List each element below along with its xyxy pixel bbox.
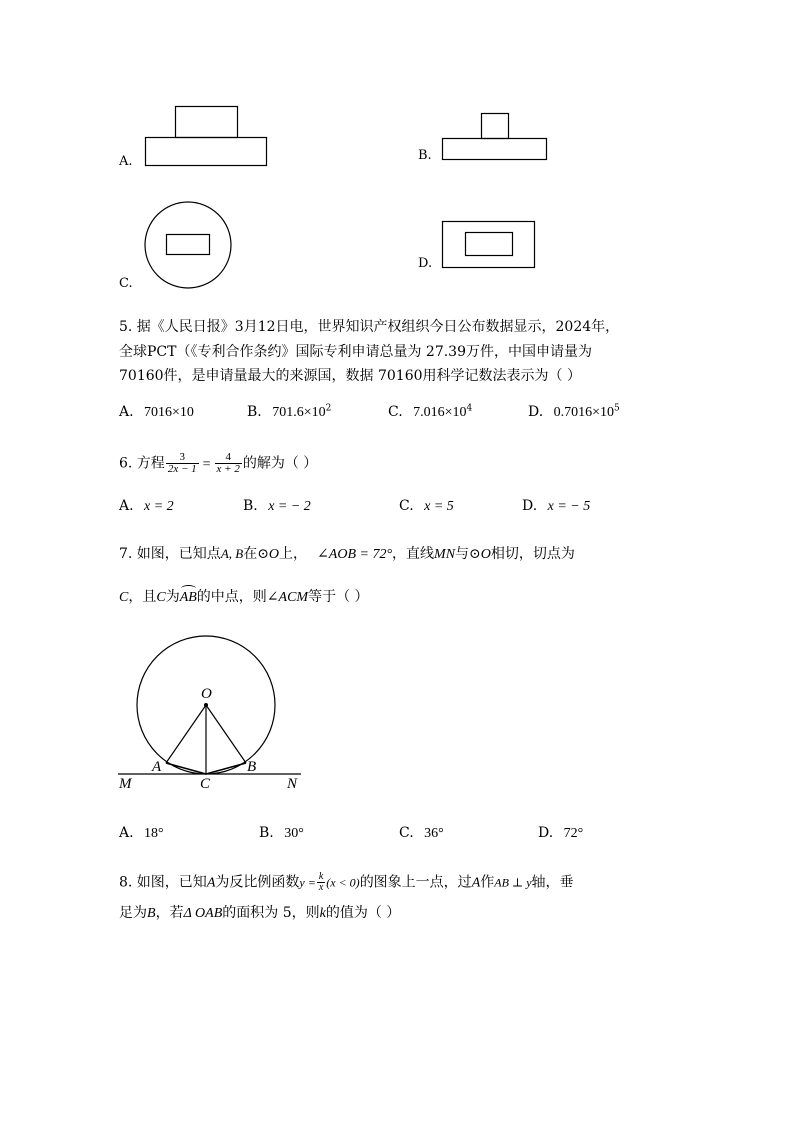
q7-circle-o: ⊙O (257, 547, 280, 562)
q8-text: 作 (480, 874, 495, 891)
q7-option-b-value: 30° (284, 826, 304, 841)
q6-option-b-value: x = − 2 (268, 499, 311, 514)
fig7-center-dot (204, 703, 208, 707)
q7-option-a-value: 18° (144, 826, 164, 841)
q8-point-a-2: A (471, 875, 481, 891)
q7-line-mn: MN (434, 547, 456, 562)
q7-option-c-label: C. (399, 825, 414, 841)
q6-lhs-numerator: 3 (166, 452, 199, 464)
q6-suffix: 的解为（ ） (242, 455, 318, 472)
q8-variable-k: k (319, 906, 326, 921)
q7-option-c-value: 36° (424, 826, 444, 841)
q6-option-c-value: x = 5 (424, 499, 454, 514)
q5-option-b-exp: 2 (325, 403, 332, 414)
fig7-segment-bc (206, 763, 246, 774)
q5-option-a-value: 7016×10 (144, 405, 194, 420)
q6-option-a-value: x = 2 (144, 499, 174, 514)
q7-text: 7. 如图，已知点 (119, 546, 221, 562)
q8-text: 足为 (119, 905, 147, 921)
q7-option-b[interactable] (259, 823, 304, 844)
q6-rhs-denominator: x + 2 (216, 463, 240, 475)
q8-text: 为反比例函数 (215, 874, 300, 891)
fig7-label-o: O (201, 686, 212, 702)
q8-text: 的值为（ ） (325, 905, 401, 921)
q5-option-c-label: C. (388, 404, 403, 420)
q7-option-b-label: B. (259, 825, 274, 841)
q7-option-d-label: D. (538, 825, 554, 841)
q7-option-a[interactable] (119, 823, 164, 844)
q8-perpendicular: AB ⊥ y (494, 875, 532, 890)
q7-text: 相切，切点为 (490, 546, 575, 562)
q5-option-d-exp: 5 (614, 403, 620, 414)
q5-option-b-label: B. (247, 404, 262, 420)
q8-numerator-k: k (318, 871, 324, 882)
fig7-segment-oa (166, 705, 206, 763)
q8-denominator-x: x (318, 882, 324, 893)
option-d-label: D. (418, 256, 433, 271)
q7-text: 为 (165, 589, 180, 605)
q7-option-d[interactable] (538, 823, 583, 844)
q5-line-3: 70160件，是申请量最大的来源国，数据 70160用科学记数法表示为（ ） (119, 368, 581, 384)
fig7-label-c: C (200, 776, 211, 792)
q5-option-c-exp: 4 (466, 403, 473, 414)
q6-equals: = (202, 456, 211, 472)
q6-prefix: 6. 方程 (119, 455, 165, 472)
q5-line-1: 5. 据《人民日报》3月12日电，世界知识产权组织今日公布数据显示，2024年， (119, 319, 620, 335)
option-c-label: C. (119, 276, 133, 291)
option-b-label: B. (418, 148, 432, 163)
q5-option-c-value: 7.016×10 (413, 405, 467, 420)
q6-option-d-value: x = − 5 (547, 499, 591, 514)
q6-option-a-label: A. (119, 498, 134, 514)
fig7-segment-ob (206, 705, 246, 763)
q8-point-b: B (147, 906, 156, 921)
q7-text: 等于（ ） (308, 589, 369, 605)
q7-angle-aob: ∠AOB = 72° (317, 547, 393, 562)
q8-triangle-oab: Δ OAB (183, 906, 223, 921)
q7-angle-acm: ∠ACM (266, 590, 309, 605)
q6-option-d-label: D. (522, 498, 538, 514)
q7-circle-o-2: ⊙O (469, 547, 491, 562)
q7-option-c[interactable] (399, 823, 444, 844)
q5-option-a-label: A. (119, 404, 134, 420)
fig7-label-a: A (152, 759, 162, 775)
q7-arc-ab: AB (180, 588, 197, 608)
q7-text: 上， (279, 546, 308, 562)
fig7-segment-ac (166, 763, 206, 774)
q7-text: 与 (455, 546, 470, 562)
q5-option-b-value: 701.6×10 (272, 405, 326, 420)
q5-option-d-label: D. (528, 404, 544, 420)
q8-line-1 (119, 872, 574, 894)
q7-points-ab: A, B (220, 546, 244, 561)
q6-option-c-label: C. (399, 498, 414, 514)
q5-line-2: 全球PCT（《专利合作条约》国际专利申请总量为 27.39万件，中国申请量为 (119, 344, 592, 360)
q8-text: 8. 如图，已知 (119, 874, 207, 891)
q7-text: 的中点，则 (196, 589, 267, 605)
fig7-label-n: N (287, 776, 298, 792)
q7-text: ，直线 (392, 546, 435, 562)
q7-text: 在 (243, 546, 258, 562)
q8-text: 的图象上一点，过 (359, 874, 472, 891)
q7-point-c-2: C (156, 590, 166, 605)
q6-option-b-label: B. (243, 498, 258, 514)
fig7-label-m: M (119, 776, 132, 792)
q8-text: ，若 (155, 905, 184, 921)
q5-option-d-value: 0.7016×10 (553, 405, 615, 420)
q8-text: 的面积为 5，则 (222, 905, 320, 921)
q8-condition: (x < 0) (326, 875, 360, 890)
q8-text: 轴，垂 (531, 874, 574, 891)
q6-lhs-denominator: 2x − 1 (167, 463, 197, 475)
q7-text: ，且 (128, 589, 157, 605)
q6-rhs-numerator: 4 (215, 452, 242, 464)
q7-point-c: C (119, 590, 129, 605)
q7-option-a-label: A. (119, 825, 134, 841)
q8-function-fraction (317, 872, 325, 893)
q8-function-y: y = (299, 875, 316, 890)
q7-option-d-value: 72° (563, 826, 584, 841)
option-a-label: A. (119, 154, 133, 169)
q8-point-a: A (206, 875, 216, 891)
fig7-label-b: B (247, 759, 257, 775)
q8-line-2 (119, 903, 400, 924)
